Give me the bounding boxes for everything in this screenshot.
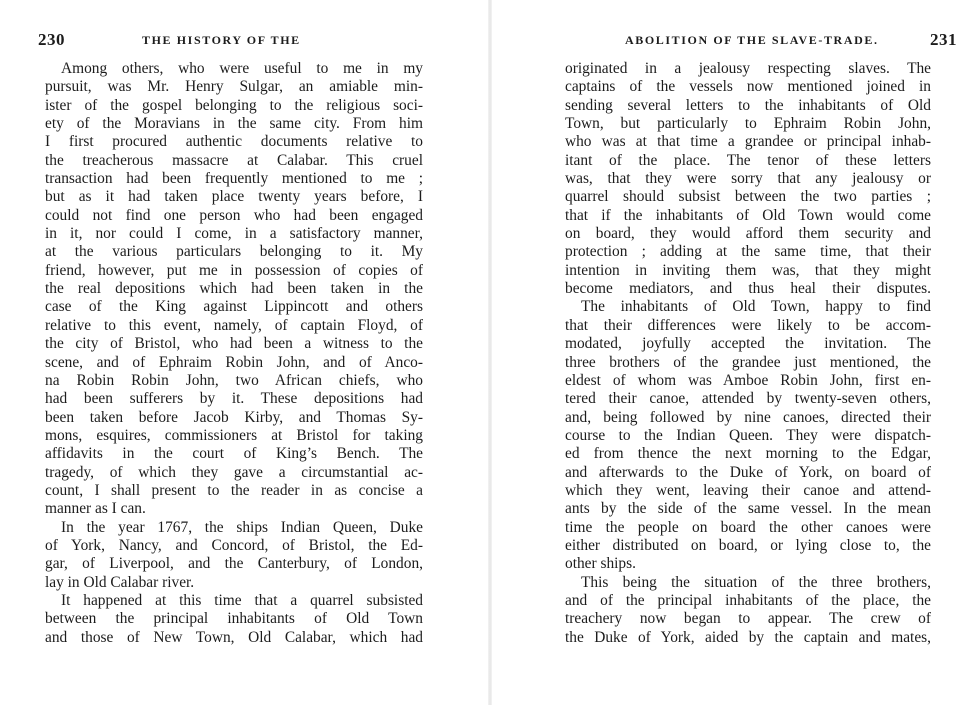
text-line: tragedy, of which they gave a circumstantial ac- [45, 463, 423, 481]
text-line: originated in a jealousy respecting slaves. The [565, 60, 931, 77]
text-line: lay in Old Calabar river. [45, 573, 195, 591]
text-line: I first procured authentic documents relative to [45, 133, 423, 151]
text-line: Among others, who were useful to me in my [61, 60, 423, 77]
text-line: pursuit, was Mr. Henry Sulgar, an amiable min- [45, 78, 423, 96]
running-head: ABOLITION OF THE SLAVE-TRADE. [625, 33, 879, 47]
body-text [45, 60, 423, 647]
page-number: 230 [38, 30, 65, 49]
text-line: It happened at this time that a quarrel subsisted [61, 591, 423, 609]
right-page [490, 0, 980, 705]
text-line: friend, however, put me in possession of copies of [45, 261, 423, 279]
page-number: 231 [930, 30, 957, 49]
text-line: This being the situation of the three brothers, [581, 573, 931, 591]
text-line: Town, but particularly to Ephraim Robin John, [565, 115, 931, 133]
text-line: course to the Indian Queen. They were dispatch- [565, 426, 931, 444]
text-line: between the principal inhabitants of Old Town [45, 610, 423, 628]
text-line: tered their canoe, attended by twenty-seven others, [565, 390, 931, 408]
text-line: time the people on board the other canoes were [565, 518, 931, 536]
text-line: who was at that time a grandee or principal inhab- [565, 133, 931, 151]
text-line: In the year 1767, the ships Indian Queen, Duke [61, 518, 423, 536]
text-line: scene, and of Ephraim Robin John, and of Anco- [45, 353, 423, 371]
text-line: of York, Nancy, and Concord, of Bristol, the Ed- [45, 536, 423, 554]
text-line: other ships. [565, 555, 636, 573]
text-line: in it, nor could I come, in a satisfactory manner, [45, 225, 423, 243]
text-line: on board, they would afford them security and [565, 225, 931, 243]
text-line: been taken before Jacob Kirby, and Thomas Sy- [45, 408, 423, 426]
text-line: had been sufferers by it. These depositions had [45, 390, 423, 408]
text-line: protection ; adding at the same time, that their [565, 243, 931, 261]
text-line: the Duke of York, aided by the captain and mates, [565, 628, 931, 646]
text-line: intention in inviting them was, that they might [565, 261, 931, 279]
text-line: ed from thence the next morning to the Edgar, [565, 445, 931, 463]
text-line: captains of the vessels now mentioned joined in [565, 78, 931, 96]
text-line: the city of Bristol, who had been a witness to the [45, 335, 423, 353]
text-line: ety of the Moravians in the same city. From him [45, 115, 423, 133]
text-line: was, that they were sorry that any jealousy or [565, 170, 931, 188]
text-line: that their differences were likely to be accom- [565, 316, 931, 334]
text-line: affidavits in the court of King’s Bench. The [45, 445, 423, 463]
text-line: ister of the gospel belonging to the religious soci- [45, 96, 423, 114]
text-line: manner as I can. [45, 500, 146, 518]
text-line: the treacherous massacre at Calabar. This cruel [45, 151, 423, 169]
text-line: and of the principal inhabitants of the place, the [565, 591, 931, 609]
text-line: ants by the side of the same vessel. In the mean [565, 500, 931, 518]
text-line: na Robin Robin John, two African chiefs, who [45, 371, 423, 389]
text-line: which they went, leaving their canoe and attend- [565, 481, 931, 499]
text-line: modated, joyfully accepted the invitation. The [565, 335, 931, 353]
text-line: gar, of Liverpool, and the Canterbury, of London, [45, 555, 423, 573]
text-line: three brothers of the grandee just mentioned, the [565, 353, 931, 371]
text-line: count, I shall present to the reader in as concise a [45, 481, 423, 499]
text-line: the real depositions which had been taken in the [45, 280, 423, 298]
text-line: itant of the place. The tenor of these letters [565, 151, 931, 169]
text-line: relative to this event, namely, of captain Floyd, of [45, 316, 423, 334]
text-line: case of the King against Lippincott and others [45, 298, 423, 316]
text-line: eldest of whom was Amboe Robin John, first en- [565, 371, 931, 389]
text-line: quarrel should subsist between the two parties ; [565, 188, 931, 206]
text-line: either distributed on board, or lying close to, the [565, 536, 931, 554]
text-line: transaction had been frequently mentioned to me ; [45, 170, 423, 188]
text-line: mons, esquires, commissioners at Bristol for taking [45, 426, 423, 444]
text-line: at the various particulars belonging to it. My [45, 243, 423, 261]
text-line: and those of New Town, Old Calabar, which had [45, 628, 423, 646]
text-line: that if the inhabitants of Old Town would come [565, 206, 931, 224]
text-line: but as it had taken place twenty years before, I [45, 188, 423, 206]
text-line: become mediators, and thus heal their disputes. [565, 280, 931, 298]
text-line: and, being followed by nine canoes, directed their [565, 408, 931, 426]
text-line: sending several letters to the inhabitants of Old [565, 96, 931, 114]
text-line: and afterwards to the Duke of York, on board of [565, 463, 931, 481]
text-line: treachery now began to appear. The crew of [565, 610, 931, 628]
text-line: The inhabitants of Old Town, happy to find [581, 298, 931, 316]
text-line: could not find one person who had been engaged [45, 206, 423, 224]
body-text [565, 60, 931, 647]
running-head: THE HISTORY OF THE [142, 33, 301, 47]
